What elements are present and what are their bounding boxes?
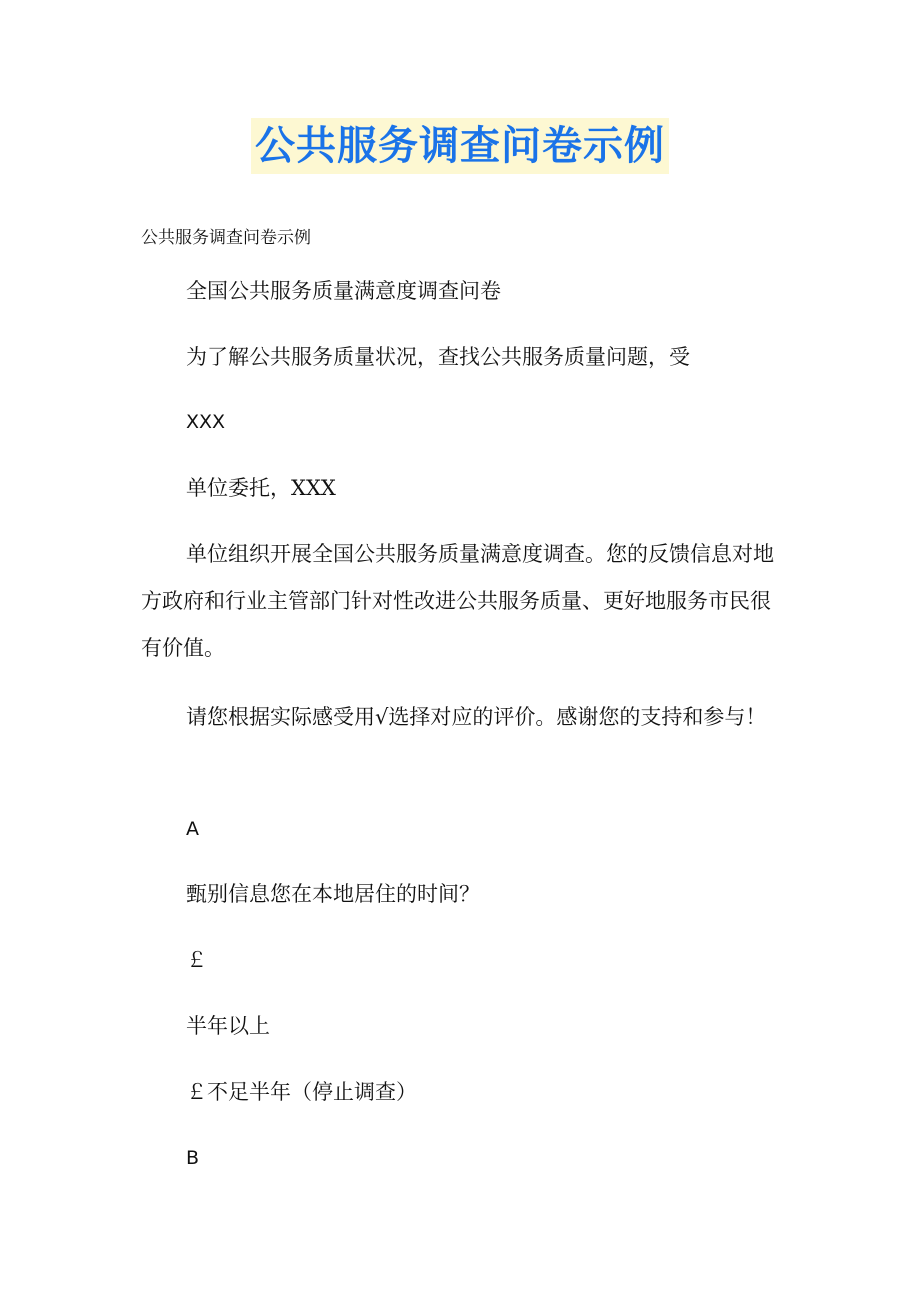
instruction-paragraph: 请您根据实际感受用√选择对应的评价。感谢您的支持和参与！	[186, 705, 767, 729]
option-under-half-year: ￡不足半年（停止调查）	[186, 1080, 417, 1104]
document-title: 公共服务调查问卷示例	[251, 118, 669, 174]
purpose-paragraph: 单位组织开展全国公共服务质量满意度调查。您的反馈信息对地方政府和行业主管部门针对性改进公共服务质量、更好地服务市民很有价值。	[141, 542, 774, 660]
placeholder-unit: XXX	[186, 411, 226, 433]
checkbox-symbol: ￡	[186, 948, 207, 972]
screening-question: 甄别信息您在本地居住的时间？	[186, 882, 480, 906]
option-over-half-year: 半年以上	[186, 1014, 270, 1038]
commission-line: 单位委托，XXX	[186, 476, 336, 500]
section-a-label: A	[186, 818, 199, 840]
document-subtitle: 公共服务调查问卷示例	[141, 228, 311, 248]
document-title-wrap	[0, 118, 920, 174]
section-b-label: B	[186, 1147, 200, 1169]
intro-paragraph: 为了解公共服务质量状况，查找公共服务质量问题，受	[186, 345, 690, 369]
survey-heading: 全国公共服务质量满意度调查问卷	[186, 279, 501, 303]
